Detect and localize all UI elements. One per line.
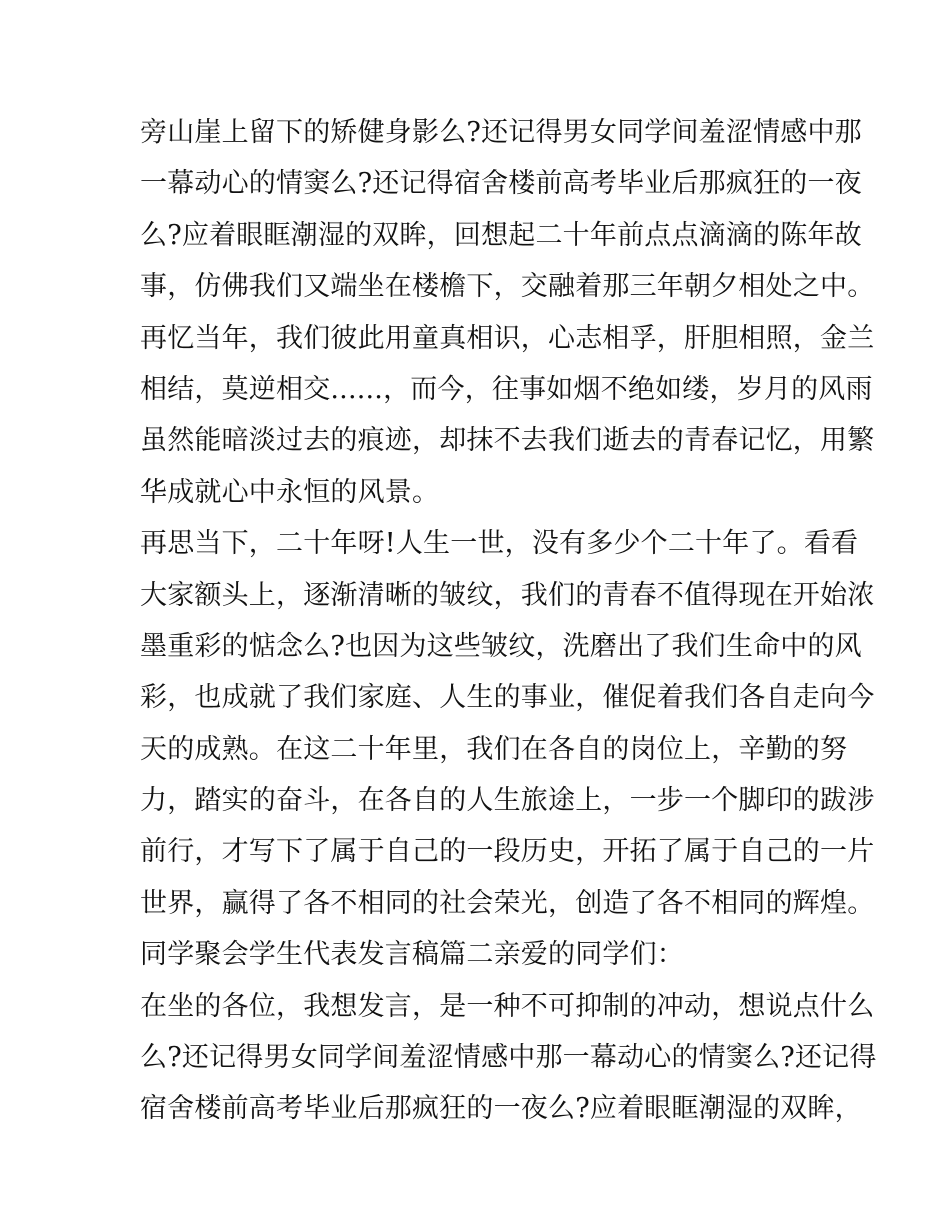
- text-line: 么?应着眼眶潮湿的双眸，回想起二十年前点点滴滴的陈年故: [140, 219, 862, 251]
- text-line: 世界，赢得了各不相同的社会荣光，创造了各不相同的辉煌。: [140, 887, 875, 919]
- section-heading: 同学聚会学生代表发言稿篇二亲爱的同学们：: [140, 939, 684, 971]
- text-line: 力，踏实的奋斗，在各自的人生旅途上，一步一个脚印的跋涉: [140, 785, 875, 817]
- text-line: 天的成熟。在这二十年里，我们在各自的岗位上，辛勤的努: [140, 733, 848, 765]
- text-line: 华成就心中永恒的风景。: [140, 476, 440, 508]
- text-line: 旁山崖上留下的矫健身影么?还记得男女同学间羞涩情感中那: [140, 117, 862, 148]
- text-line: 墨重彩的惦念么?也因为这些皱纹，洗磨出了我们生命中的风: [140, 630, 862, 662]
- text-line: 再思当下，二十年呀!人生一世，没有多少个二十年了。看看: [140, 528, 859, 560]
- text-line: 一幕动心的情窦么?还记得宿舍楼前高考毕业后那疯狂的一夜: [140, 168, 862, 200]
- text-line: 相结，莫逆相交......，而今，往事如烟不绝如缕，岁月的风雨: [140, 373, 873, 405]
- text-line: 么?还记得男女同学间羞涩情感中那一幕动心的情窦么?还记得: [140, 1042, 877, 1074]
- text-line: 大家额头上，逐渐清晰的皱纹，我们的青春不值得现在开始浓: [140, 579, 875, 611]
- text-line: 虽然能暗淡过去的痕迹，却抹不去我们逝去的青春记忆，用繁: [140, 425, 875, 457]
- text-line: 再忆当年，我们彼此用童真相识，心志相孚，肝胆相照，金兰: [140, 322, 875, 354]
- text-line: 在坐的各位，我想发言，是一种不可抑制的冲动，想说点什么: [140, 990, 875, 1022]
- text-line: 宿舍楼前高考毕业后那疯狂的一夜么?应着眼眶潮湿的双眸，: [140, 1093, 862, 1125]
- text-line: 事，仿佛我们又端坐在楼檐下，交融着那三年朝夕相处之中。: [140, 271, 875, 303]
- text-line: 前行，才写下了属于自己的一段历史，开拓了属于自己的一片: [140, 836, 875, 868]
- document-body: [140, 107, 877, 1135]
- text-line: 彩，也成就了我们家庭、人生的事业，催促着我们各自走向今: [140, 682, 875, 714]
